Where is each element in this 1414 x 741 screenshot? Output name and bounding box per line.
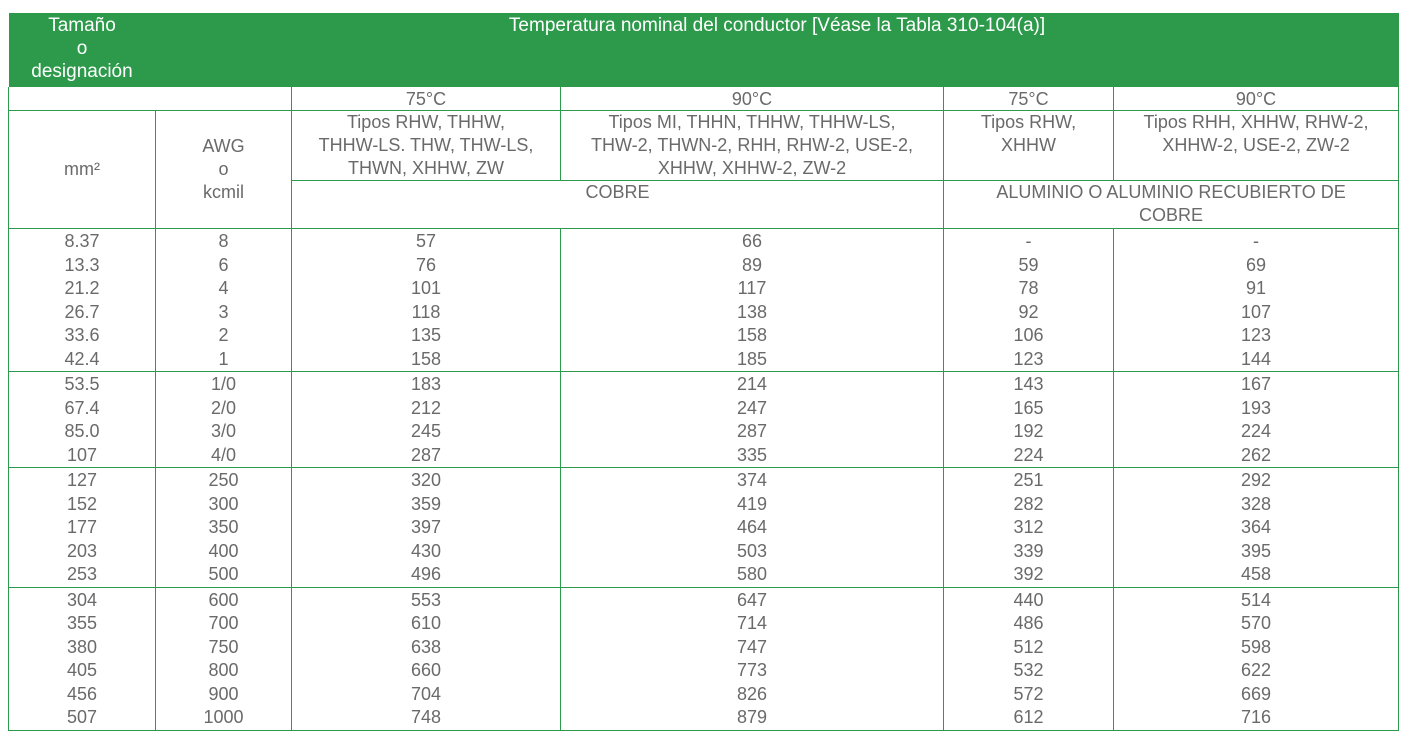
table-cell: 826	[736, 683, 768, 704]
table-cell: 747	[736, 636, 768, 657]
table-cell: 158	[410, 348, 442, 369]
table-cell: 143	[1013, 374, 1044, 394]
table-cell: 800	[208, 660, 239, 680]
data-group	[9, 372, 1399, 468]
group-col-awg	[156, 587, 292, 730]
group-col-cu75	[292, 372, 561, 468]
table-cell: 193	[1241, 397, 1272, 418]
table-cell: 85.0	[64, 421, 100, 441]
table-cell: 247	[736, 397, 768, 418]
metal-aluminum: ALUMINIO O ALUMINIO RECUBIERTO DE COBRE	[944, 181, 1399, 229]
table-cell: 532	[1013, 660, 1044, 680]
table-cell: 183	[410, 374, 442, 394]
table-cell: 610	[410, 613, 442, 633]
table-cell: 107	[66, 444, 98, 465]
table-cell: 1	[218, 348, 229, 369]
group-col-al75	[944, 372, 1114, 468]
table-cell: 395	[1241, 540, 1272, 561]
table-cell: 144	[1241, 348, 1272, 369]
group-col-cu90	[561, 229, 944, 372]
group-col-cu90	[561, 372, 944, 468]
table-cell: 106	[1013, 325, 1044, 345]
types-cu-90: Tipos MI, THHN, THHW, THHW-LS, THW-2, THWN-2, RHH, RHW-2, USE-2, XHHW, XHHW-2, ZW-2	[561, 111, 944, 181]
table-cell: 67.4	[64, 397, 100, 418]
group-col-mm2	[9, 468, 156, 588]
types-cu-75: Tipos RHW, THHW, THHW-LS. THW, THW-LS, THWN, XHHW, ZW	[292, 111, 561, 181]
data-group	[9, 468, 1399, 588]
table-cell: 320	[410, 470, 442, 490]
group-col-awg	[156, 372, 292, 468]
table-cell: 123	[1013, 348, 1044, 369]
table-cell: 21.2	[64, 278, 100, 298]
group-col-al75	[944, 468, 1114, 588]
table-cell: 512	[1013, 636, 1044, 657]
table-cell: 53.5	[64, 374, 100, 394]
table-cell: 638	[410, 636, 442, 657]
table-cell: 900	[208, 683, 239, 704]
table-cell: 91	[1246, 278, 1267, 298]
table-cell: 118	[411, 301, 441, 322]
table-cell: 704	[410, 683, 442, 704]
table-cell: 287	[410, 444, 442, 465]
table-cell: 660	[410, 660, 442, 680]
table-cell: 158	[736, 325, 768, 345]
temp-al-75: 75°C	[944, 87, 1114, 111]
table-cell: 879	[736, 707, 768, 727]
table-cell: 4/0	[210, 444, 237, 465]
table-cell: 430	[410, 540, 442, 561]
table-cell: 392	[1013, 564, 1044, 584]
table-cell: 355	[66, 613, 98, 633]
table-cell: 612	[1013, 707, 1044, 727]
table-cell: 138	[736, 301, 768, 322]
table-cell: 507	[66, 707, 98, 727]
header-row	[9, 13, 1399, 87]
table-cell: 750	[208, 636, 239, 657]
table-cell: 364	[1241, 517, 1272, 537]
table-cell: 580	[736, 564, 768, 584]
table-cell: 464	[736, 517, 768, 537]
table-cell: 224	[1241, 421, 1272, 441]
table-cell: 456	[66, 683, 98, 704]
table-cell: 514	[1241, 589, 1272, 610]
table-cell: 26.7	[64, 301, 100, 322]
size-header: Tamaño o designación	[9, 13, 156, 87]
table-cell: 400	[208, 540, 239, 561]
awg-header: AWG o kcmil	[156, 111, 292, 229]
table-cell: 107	[1241, 301, 1272, 322]
table-cell: 570	[1241, 613, 1272, 633]
group-col-awg	[156, 229, 292, 372]
data-group	[9, 587, 1399, 730]
table-cell: 458	[1241, 564, 1272, 584]
table-cell: 397	[410, 517, 442, 537]
table-cell: 69	[1246, 254, 1267, 275]
table-cell: 598	[1241, 636, 1272, 657]
table-cell: 380	[66, 636, 98, 657]
table-cell: 6	[218, 254, 229, 275]
group-col-cu75	[292, 468, 561, 588]
group-col-al75	[944, 229, 1114, 372]
table-cell: 496	[410, 564, 442, 584]
table-cell: 89	[741, 254, 763, 275]
table-cell: 4	[218, 278, 229, 298]
table-cell: 716	[1241, 707, 1272, 727]
table-cell: 300	[208, 493, 239, 514]
table-cell: 486	[1013, 613, 1044, 633]
temp-cu-90: 90°C	[561, 87, 944, 111]
table-cell: 773	[736, 660, 768, 680]
table-cell: -	[1253, 231, 1260, 251]
table-cell: 3/0	[210, 421, 237, 441]
table-cell: 185	[736, 348, 768, 369]
types-al-75: Tipos RHW, XHHW	[944, 111, 1114, 181]
group-col-awg	[156, 468, 292, 588]
group-col-al75	[944, 587, 1114, 730]
metal-copper: COBRE	[292, 181, 944, 229]
group-col-cu75	[292, 587, 561, 730]
table-cell: 224	[1013, 444, 1044, 465]
table-cell: 8.37	[64, 231, 100, 251]
temperature-header: Temperatura nominal del conductor [Véase la Tabla 310-104(a)]	[156, 13, 1399, 87]
table-cell: 57	[415, 231, 437, 251]
table-cell: 714	[736, 613, 768, 633]
table-cell: 152	[66, 493, 98, 514]
table-cell: 66	[741, 231, 763, 251]
data-group	[9, 229, 1399, 372]
table-cell: 304	[66, 589, 98, 610]
group-col-cu90	[561, 468, 944, 588]
table-cell: 419	[736, 493, 768, 514]
table-cell: 1000	[203, 707, 244, 727]
table-cell: 212	[410, 397, 442, 418]
group-col-al90	[1114, 587, 1399, 730]
table-cell: 251	[1013, 470, 1044, 490]
table-cell: 328	[1241, 493, 1272, 514]
table-cell: 245	[410, 421, 442, 441]
table-cell: 203	[66, 540, 98, 561]
table-cell: 165	[1013, 397, 1044, 418]
table-cell: 13.3	[64, 254, 100, 275]
group-col-cu75	[292, 229, 561, 372]
table-cell: 748	[410, 707, 442, 727]
table-cell: 177	[66, 517, 98, 537]
table-cell: 250	[208, 470, 239, 490]
table-cell: 669	[1241, 683, 1272, 704]
table-cell: 2/0	[210, 397, 237, 418]
table-cell: 42.4	[64, 348, 100, 369]
table-cell: 8	[218, 231, 229, 251]
temp-cu-75: 75°C	[292, 87, 561, 111]
types-row	[9, 111, 1399, 181]
group-col-mm2	[9, 587, 156, 730]
table-cell: 101	[410, 278, 442, 298]
table-cell: 127	[66, 470, 98, 490]
table-cell: 167	[1241, 374, 1272, 394]
ampacity-table	[8, 13, 1399, 731]
table-cell: 3	[218, 301, 229, 322]
table-cell: 700	[208, 613, 239, 633]
temperature-row	[9, 87, 1399, 111]
table-cell: 292	[1241, 470, 1272, 490]
table-cell: 335	[736, 444, 768, 465]
table-cell: 123	[1241, 325, 1272, 345]
table-cell: 33.6	[64, 325, 100, 345]
group-col-mm2	[9, 372, 156, 468]
table-cell: 76	[415, 254, 437, 275]
table-cell: 135	[410, 325, 442, 345]
table-cell: -	[1025, 231, 1032, 251]
table-cell: 214	[736, 374, 768, 394]
group-col-al90	[1114, 468, 1399, 588]
table-cell: 59	[1018, 254, 1039, 275]
types-al-90: Tipos RHH, XHHW, RHW-2, XHHW-2, USE-2, ZW-2	[1114, 111, 1399, 181]
table-cell: 282	[1013, 493, 1044, 514]
table-cell: 350	[208, 517, 239, 537]
group-col-cu90	[561, 587, 944, 730]
temp-al-90: 90°C	[1114, 87, 1399, 111]
table-cell: 405	[66, 660, 98, 680]
table-cell: 600	[208, 589, 239, 610]
table-cell: 440	[1013, 589, 1044, 610]
group-col-al90	[1114, 372, 1399, 468]
table-cell: 500	[208, 564, 239, 584]
group-col-mm2	[9, 229, 156, 372]
table-cell: 553	[410, 589, 442, 610]
table-cell: 262	[1241, 444, 1272, 465]
table-cell: 78	[1018, 278, 1039, 298]
table-cell: 1/0	[210, 374, 237, 394]
table-cell: 287	[736, 421, 768, 441]
table-cell: 312	[1013, 517, 1044, 537]
table-cell: 503	[736, 540, 768, 561]
table-cell: 339	[1013, 540, 1044, 561]
group-col-al90	[1114, 229, 1399, 372]
table-cell: 253	[66, 564, 98, 584]
table-cell: 2	[218, 325, 229, 345]
table-cell: 192	[1013, 421, 1044, 441]
table-cell: 374	[736, 470, 768, 490]
table-cell: 117	[737, 278, 767, 298]
table-cell: 622	[1241, 660, 1272, 680]
mm2-header: mm²	[9, 111, 156, 229]
table-cell: 359	[410, 493, 442, 514]
table-cell: 572	[1013, 683, 1044, 704]
table-cell: 92	[1018, 301, 1039, 322]
table-cell: 647	[736, 589, 768, 610]
temperature-row-blank	[9, 87, 292, 111]
